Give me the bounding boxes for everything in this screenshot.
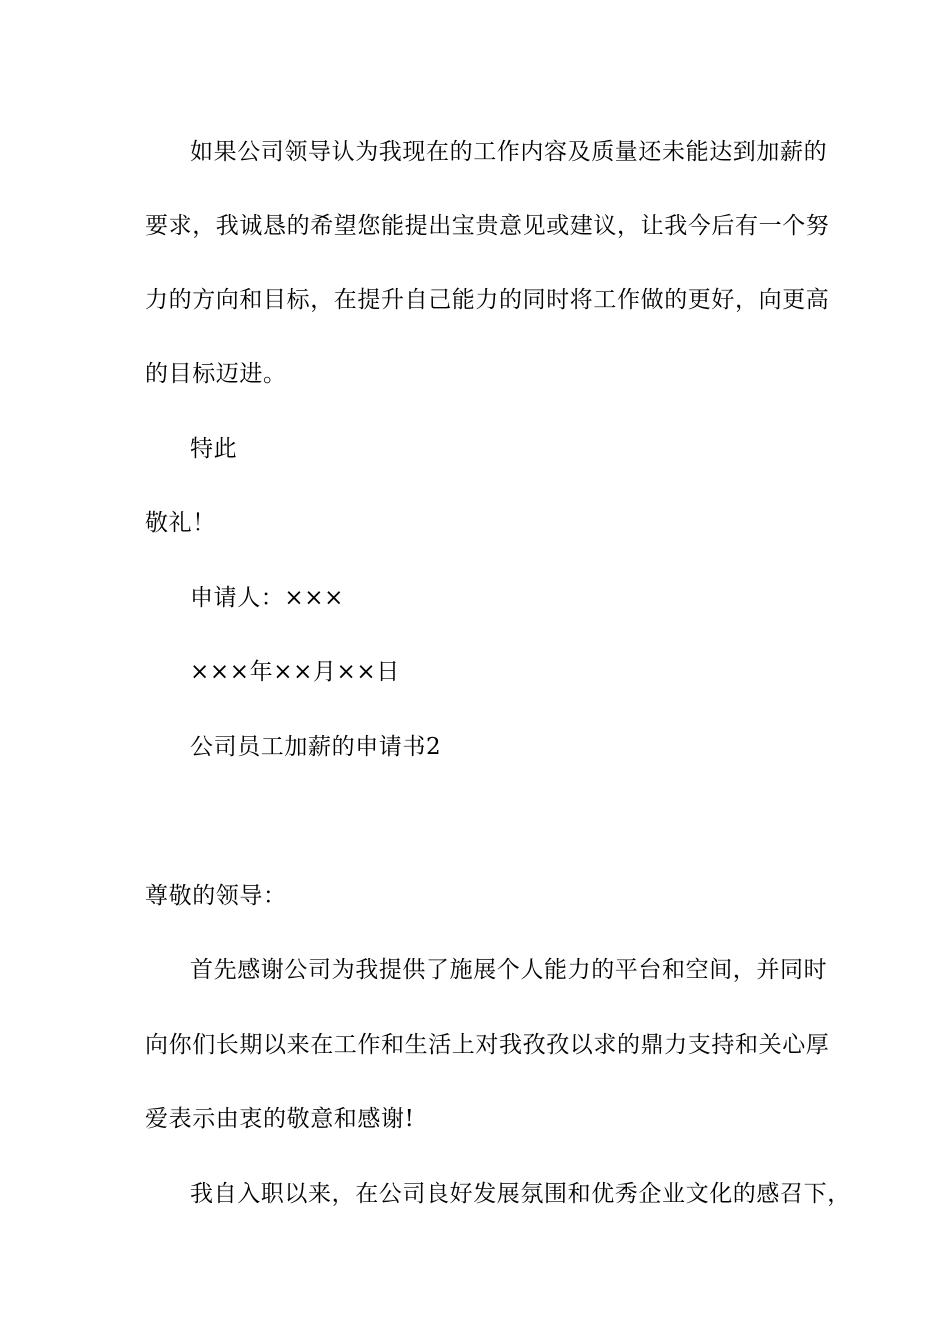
paragraph-2-line-2: 向你们长期以来在工作和生活上对我孜孜以求的鼎力支持和关心厚 <box>145 1032 830 1058</box>
paragraph-2-line-3: 爱表示由衷的敬意和感谢! <box>145 1106 415 1132</box>
paragraph-2-line-1: 首先感谢公司为我提供了施展个人能力的平台和空间，并同时 <box>190 957 828 983</box>
salutation-end: 敬礼！ <box>145 510 216 536</box>
paragraph-1-line-4: 的目标迈进。 <box>145 361 287 387</box>
paragraph-1-line-2: 要求，我诚恳的希望您能提出宝贵意见或建议，让我今后有一个努 <box>145 213 830 239</box>
greeting: 尊敬的领导： <box>145 883 287 909</box>
paragraph-1-line-1: 如果公司领导认为我现在的工作内容及质量还未能达到加薪的 <box>190 139 828 165</box>
paragraph-3-line-1: 我自入职以来，在公司良好发展氛围和优秀企业文化的感召下， <box>190 1181 851 1207</box>
paragraph-1-line-3: 力的方向和目标，在提升自己能力的同时将工作做的更好，向更高 <box>145 287 830 313</box>
applicant-line: 申请人：××× <box>190 585 345 611</box>
closing-phrase: 特此 <box>190 436 238 462</box>
section-title: 公司员工加薪的申请书2 <box>190 734 442 760</box>
date-line: ×××年××月××日 <box>190 659 400 685</box>
